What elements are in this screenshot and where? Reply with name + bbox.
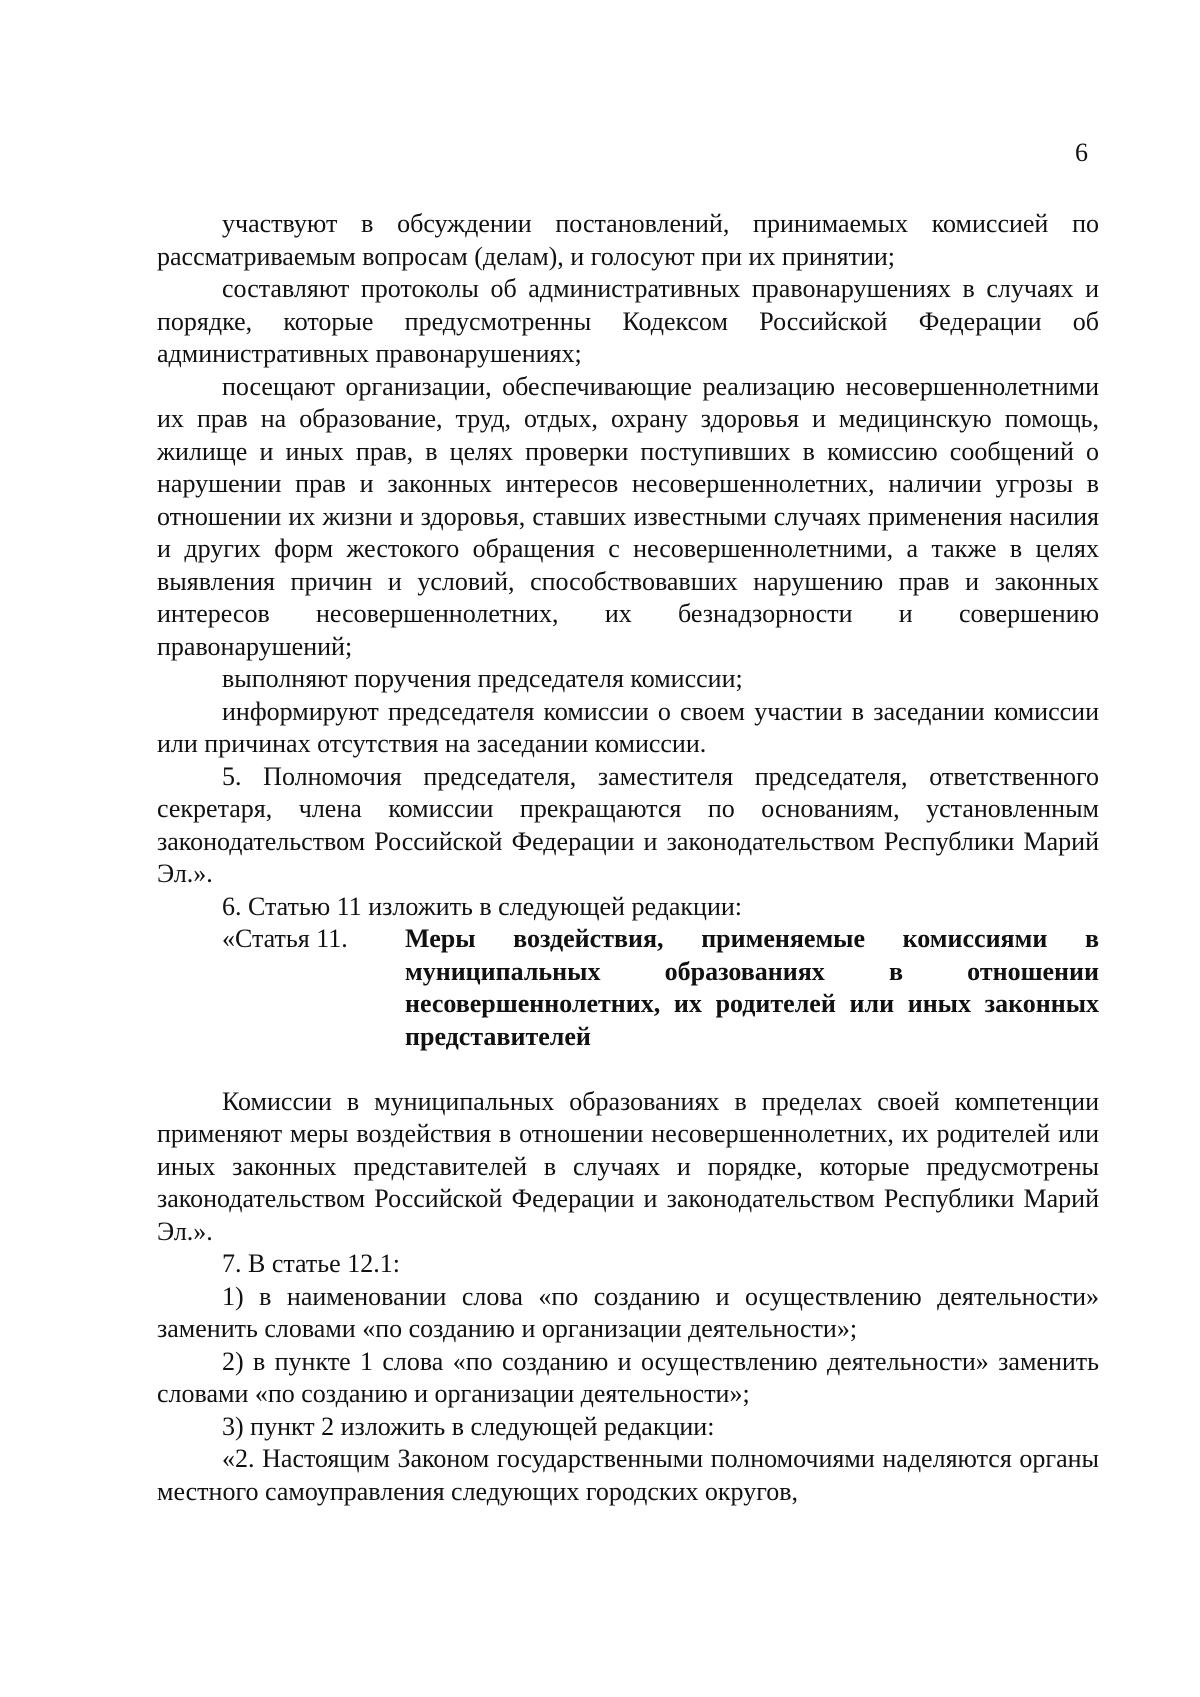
- paragraph: составляют протоколы об административных правонарушениях в случаях и порядке, которые предусмотренны Кодексом Российской Федерации об административных правонарушениях;: [157, 274, 1099, 368]
- article-heading: [222, 923, 1099, 1053]
- article-label: «Статья 11.: [222, 924, 348, 953]
- paragraph: 6. Статью 11 изложить в следующей редакции:: [222, 891, 743, 921]
- paragraph: «2. Настоящим Законом государственными полномочиями наделяются органы местного самоуправления следующих городских округов,: [157, 1444, 1099, 1506]
- paragraph: посещают организации, обеспечивающие реализацию несовершеннолетними их прав на образование, труд, отдых, охрану здоровья и медицинскую помощь, жилище и иных прав, в целях проверки поступивших в комиссию сообщений о нарушении прав и законных интересов несовершеннолетних, наличии угрозы в отношении их жизни и здоровья, ставших известными случаях применения насилия и других форм жестокого обращения с несовершеннолетними, а также в целях выявления причин и условий, способствовавших нарушению прав и законных интересов несовершеннолетних, их безнадзорности и совершению правонарушений;: [157, 371, 1099, 661]
- paragraph: участвуют в обсуждении постановлений, принимаемых комиссией по рассматриваемым вопросам (делам), и голосуют при их принятии;: [157, 209, 1099, 271]
- paragraph: выполняют поручения председателя комиссии;: [222, 664, 743, 693]
- page-number: 6: [1075, 138, 1088, 167]
- paragraph: 3) пункт 2 изложить в следующей редакции:: [222, 1411, 715, 1441]
- paragraph: 5. Полномочия председателя, заместителя председателя, ответственного секретаря, члена комиссии прекращаются по основаниям, установленным законодательством Российской Федерации и законодательством Республики Марий Эл.».: [157, 761, 1099, 888]
- paragraph: 2) в пункте 1 слова «по созданию и осуществлению деятельности» заменить словами «по созданию и организации деятельности»;: [157, 1346, 1099, 1408]
- paragraph: информируют председателя комиссии о своем участии в заседании комиссии или причинах отсутствия на заседании комиссии.: [157, 696, 1099, 758]
- article-title: Меры воздействия, применяемые комиссиями в муниципальных образованиях в отношении несовершеннолетних, их родителей или иных законных представителей: [405, 924, 1099, 1051]
- paragraph: Комиссии в муниципальных образованиях в пределах своей компетенции применяют меры воздействия в отношении несовершеннолетних, их родителей или иных законных представителей в случаях и порядке, которые предусмотрены законодательством Российской Федерации и законодательством Республики Марий Эл.».: [157, 1086, 1099, 1246]
- document-body: [157, 208, 1099, 1508]
- paragraph: 7. В статье 12.1:: [222, 1249, 400, 1278]
- paragraph: 1) в наименовании слова «по созданию и осуществлению деятельности» заменить словами «по созданию и организации деятельности»;: [157, 1281, 1099, 1343]
